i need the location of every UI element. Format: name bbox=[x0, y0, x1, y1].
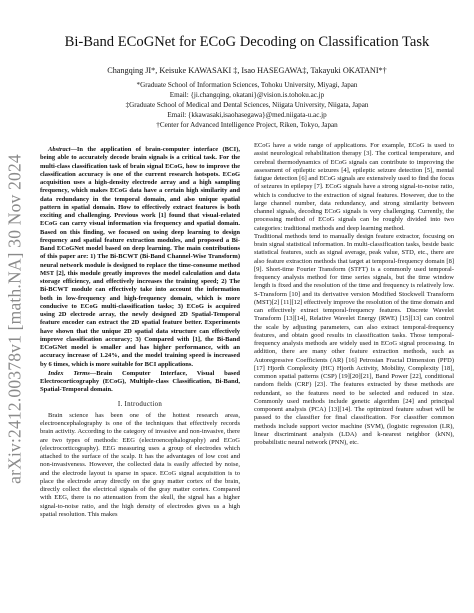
arxiv-identifier: arXiv:2412.00378v1 [math.NA] 30 Nov 2024 bbox=[4, 153, 25, 484]
abstract bbox=[40, 146, 240, 369]
index-terms-label: Index Terms bbox=[48, 369, 90, 377]
section-heading-introduction: I. Introduction bbox=[117, 400, 163, 408]
abstract-text: —In the application of brain-computer interface (BCI), being able to accurately decode brain signals is a critical task. For the multi-class classification task of brain signal ECoG, how to improve the classification accuracy is one of the current research hotspots. ECoG acquisition uses a high-density electrode array and a high sampling frequency, which makes ECoG data have a certain high similarity and data redundancy in the temporal domain, and also unique spatial pattern in spatial domain. How to effectively extract features is both exciting and challenging. Previous work [1] found that visual-related ECoG can carry visual information via frequency and spatial domain. Based on this finding, we focused on using deep learning to design frequency and spatial feature extraction modules, and proposed a Bi-Band ECoGNet model based on deep learning. The main contributions of this paper are: 1) The Bi-BCWT (Bi-Band Channel-Wise Transform) neural network module is designed to replace the time-consume method MST [2], this module greatly improves the model calculation and data storage efficiency, and effectively increases the training speed; 2) The Bi-BCWT module can effectively take into account the information both in low-frequency and high-frequency domain, which is more conducive to ECoG multi-classification tasks; 3) ECoG is acquired using 2D electrode array, the newly designed 2D Spatial-Temporal feature encoder can extract the 2D spatial feature better. Experiments have shown that the unique 2D spatial data structure can effectively improve classification accuracy; 3) Compared with [1], the Bi-Band ECoGNet model is smaller and has higher performance, with an accuracy increase of 1.24%, and the model training speed is increased by 6 times, which is more suitable for BCI applications. bbox=[40, 146, 240, 368]
affiliation-1: *Graduate School of Information Sciences, Tohoku University, Miyagi, Japan bbox=[136, 81, 358, 89]
abstract-label: Abstract bbox=[48, 146, 71, 153]
affiliation-3: †Center for Advanced Intelligence Project, Riken, Tokyo, Japan bbox=[156, 121, 338, 129]
paper-title: Bi-Band ECoGNet for ECoG Decoding on Classification Task bbox=[64, 34, 430, 50]
arxiv-identifier-sidebar bbox=[2, 0, 28, 613]
affiliation-2-email: Email: {kkawasaki,isaohasegawa}@med.niigata-u.ac.jp bbox=[167, 111, 327, 119]
paragraph-applications: ECoG have a wide range of applications. For example, ECoG is used to assist neurological rehabilitation therapy [3]. The cortical temperature, and cerebral thermodynamics of ECoG signals can contribute to improving the assessment of epileptic seizures [4], epileptic seizure detection [5], mental fatigue detection [6] and ECoG signals are extensively used to find the focus of seizures in epilepsy [7]. ECoG signals have a strong signal-to-noise ratio, which is conducive to the extraction of signal features. However, due to the large channel number, data redundancy, and strong similarity between channel signals, decoding ECoG signals is very challenging. Currently, the processing method of ECoG signals can be roughly divided into two categories: traditional methods and deep learning method. bbox=[254, 142, 454, 232]
right-column bbox=[254, 142, 454, 447]
author-list: Changqing JI*, Keisuke KAWASAKI ‡, Isao HASEGAWA‡, Takayuki OKATANI*† bbox=[107, 66, 387, 75]
index-terms-text: —Brain Computer Interface, Visual based Electrocorticography (ECoG), Multiple-class Classification, Bi-Band, Spatial-Temporal domain. bbox=[40, 369, 240, 394]
affiliation-1-email: Email: {ji.changqing, okatani}@vision.is.tohoku.ac.jp bbox=[169, 91, 325, 99]
index-terms bbox=[40, 370, 240, 395]
introduction-paragraph: Brain science has been one of the hottest research areas, electroencephalography is one of the techniques that effectively records brain activity. According to the category of invasive and non-invasive, there are two types of methods: EEG (electroencephalography) and ECoG (electrocorticography). EEG measuring uses a group of electrodes which attached to the surface of the scalp. It has the advantages of low cost and non-invasiveness. However, the collected data is easily affected by noise, and the electrode layout is sparse in space. ECoG signal acquisition is to place the electrode array directly on the gray matter cortex of the brain, directly collect the electrical signals of the gray matter cortex. Compared with EEG, there is no attenuation from the skull, the signal has a higher signal-to-noise ratio, and the high density of electrodes gives us a high spatial resolution. This makes bbox=[40, 411, 240, 518]
paragraph-traditional-methods: Traditional methods tend to manually design feature extractor, focusing on brain signal statistical information. In multi-classification tasks, beside basic statistical features, such as signal average, peak value, STD, etc., there are also feature extraction methods that target at temporal-frequency domain [8] [9]. Short-time Fourier Transform (STFT) is a commonly used temporal-frequency analysis method for time series signals, but the time window length is fixed and the resolution of the time and frequency is relatively low. S-Transform [10] and its derivative version Modified Stockwell Transform (MST)[2] [11][12] effectively improve the resolution of the time domain and can effectively extract temporal-frequency features. Discrete Wavelet Transform [13][14], Relative Wavelet Energy (RWE) [15][13] can control the scale by adjusting parameters, can also extract temporal-frequency features, and obtain good results in classification tasks. Those temporal-frequency analysis methods are widely used in ECoG signal processing. In addition, there are many other feature extraction methods, such as Autoregressive Coefficients (AR) [16] Petrosian Fractal Dimension (PFD) [17] Hjorth Complexity (HC) Hjorth Activity, Mobility, Complexity [18], common spatial patterns (CSP) [19][20][21], Band Power [22], conditional random fields (CRF) [23]. The features extracted by these methods are redundant, so the features need to be selected and reduced in size. Commonly used methods include genetic algorithm [24] and principal component analysis (PCA) [13][14]. The optimized feature subset will be passed to the classifier for final classification. For classifier common methods include support vector machine (SVM), (logistic regression (LR), linear discriminant analysis (LDA) and k-nearest neighbor (kNN), probabilistic neural network (PNN), etc. bbox=[254, 232, 454, 446]
left-column bbox=[40, 146, 240, 519]
affiliation-2: ‡Graduate School of Medical and Dental Sciences, Niigata University, Niigata, Japan bbox=[125, 101, 369, 109]
